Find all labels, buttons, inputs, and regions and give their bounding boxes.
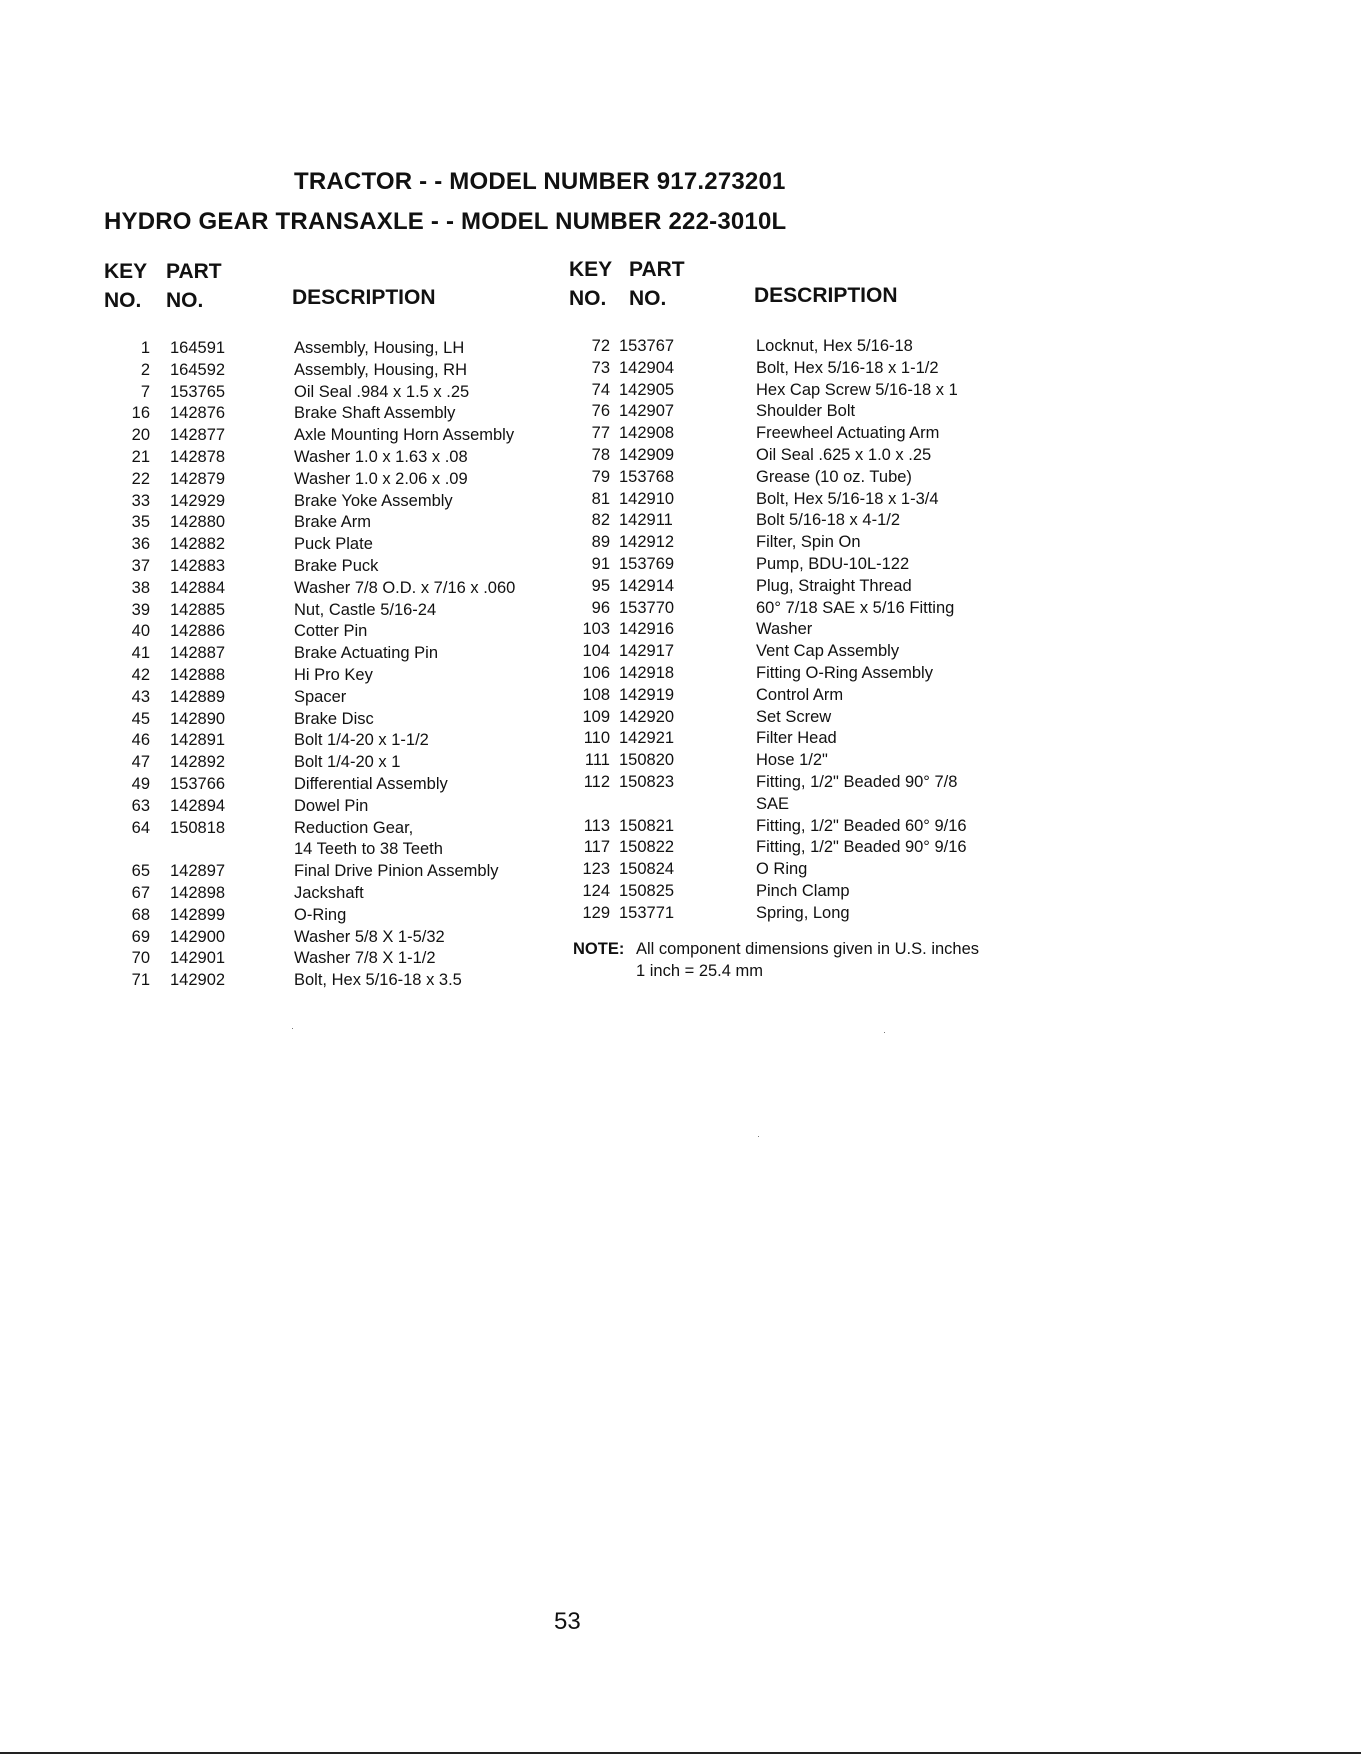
part-number: 142885 xyxy=(170,600,226,619)
part-description: Reduction Gear, 14 Teeth to 38 Teeth xyxy=(294,818,443,859)
key-number: 91 xyxy=(591,554,610,573)
key-number: 108 xyxy=(582,685,610,704)
part-number: 142905 xyxy=(619,380,675,399)
part-no-header-right: PART NO. xyxy=(629,258,685,310)
key-number: 21 xyxy=(131,447,150,466)
part-number: 142882 xyxy=(170,535,226,554)
part-description: Axle Mounting Horn Assembly xyxy=(294,426,515,445)
part-number: 153770 xyxy=(619,598,675,617)
part-number: 142901 xyxy=(170,949,226,968)
table-row xyxy=(566,881,1026,903)
part-description: Washer 5/8 X 1-5/32 xyxy=(294,927,445,946)
key-number: 109 xyxy=(582,707,610,726)
key-no-header-left: KEY NO. xyxy=(104,260,148,312)
part-description: O-Ring xyxy=(294,905,347,924)
table-row xyxy=(566,510,1026,532)
part-number: 142920 xyxy=(619,707,675,726)
key-number: 7 xyxy=(140,382,150,401)
part-description: Brake Arm xyxy=(294,513,372,532)
part-number: 153765 xyxy=(170,382,226,401)
part-number: 153768 xyxy=(619,467,675,486)
part-number: 142887 xyxy=(170,644,226,663)
part-number: 142921 xyxy=(619,729,675,748)
part-description: Washer 1.0 x 2.06 x .09 xyxy=(294,469,468,488)
part-description: Spring, Long xyxy=(756,903,850,922)
part-number: 142919 xyxy=(619,685,675,704)
part-number: 164592 xyxy=(170,360,226,379)
part-number: 142890 xyxy=(170,709,226,728)
part-description: Locknut, Hex 5/16-18 xyxy=(756,337,913,355)
key-number: 89 xyxy=(591,533,610,552)
table-row xyxy=(104,905,564,927)
part-description: Washer 7/8 O.D. x 7/16 x .060 xyxy=(294,578,516,597)
table-row xyxy=(566,445,1026,467)
part-description: Bolt 1/4-20 x 1 xyxy=(294,753,401,772)
part-number: 142899 xyxy=(170,905,226,924)
description-header-left: DESCRIPTION xyxy=(292,286,436,309)
part-description: Washer xyxy=(756,620,813,639)
key-number: 129 xyxy=(582,903,610,922)
key-number: 45 xyxy=(131,709,150,728)
key-number: 96 xyxy=(591,598,610,617)
part-description: Control Arm xyxy=(756,685,844,704)
key-number: 64 xyxy=(131,818,150,837)
table-row xyxy=(566,401,1026,423)
key-number: 117 xyxy=(583,838,610,857)
key-number: 65 xyxy=(131,862,150,881)
table-row xyxy=(104,927,564,949)
table-row xyxy=(566,423,1026,445)
table-row xyxy=(104,621,564,643)
part-description: Filter, Spin On xyxy=(756,533,861,552)
part-number: 142897 xyxy=(170,862,226,881)
part-number: 142908 xyxy=(619,424,675,443)
table-row xyxy=(566,728,1026,750)
table-row xyxy=(104,730,564,752)
table-row xyxy=(104,338,564,360)
key-number: 67 xyxy=(131,883,150,902)
part-description: 60° 7/18 SAE x 5/16 Fitting xyxy=(756,598,955,617)
part-description: Set Screw xyxy=(756,707,832,726)
part-number: 142877 xyxy=(170,426,226,445)
key-number: 72 xyxy=(591,337,610,355)
key-number: 42 xyxy=(131,665,150,684)
part-description: Brake Disc xyxy=(294,709,374,728)
part-description: Grease (10 oz. Tube) xyxy=(756,467,912,486)
table-row xyxy=(104,796,564,818)
key-number: 68 xyxy=(131,905,150,924)
part-number: 142929 xyxy=(170,491,226,510)
part-number: 142914 xyxy=(619,576,675,595)
table-row xyxy=(104,774,564,796)
table-row xyxy=(566,750,1026,772)
part-description: Oil Seal .984 x 1.5 x .25 xyxy=(294,382,470,401)
table-row xyxy=(104,818,564,862)
key-number: 38 xyxy=(131,578,150,597)
part-description: Differential Assembly xyxy=(294,774,448,793)
table-row xyxy=(104,687,564,709)
part-number: 142912 xyxy=(619,533,675,552)
key-number: 70 xyxy=(131,949,150,968)
part-description: Fitting O-Ring Assembly xyxy=(756,663,933,682)
part-number: 142886 xyxy=(170,622,226,641)
parts-table-left xyxy=(104,338,564,992)
scan-speck xyxy=(758,1136,759,1137)
part-number: 142878 xyxy=(170,447,226,466)
key-number: 124 xyxy=(582,881,610,900)
part-description: Jackshaft xyxy=(294,883,364,902)
scan-speck xyxy=(292,1028,293,1029)
part-description: Pinch Clamp xyxy=(756,881,850,900)
part-description: Hex Cap Screw 5/16-18 x 1 xyxy=(756,380,958,399)
table-row xyxy=(566,707,1026,729)
part-number: 142904 xyxy=(619,358,675,377)
key-number: 69 xyxy=(131,927,150,946)
table-row xyxy=(104,883,564,905)
table-row xyxy=(104,469,564,491)
part-number: 150825 xyxy=(619,881,675,900)
part-description: Bolt, Hex 5/16-18 x 1-1/2 xyxy=(756,358,939,377)
part-number: 164591 xyxy=(170,339,226,357)
part-description: Washer 7/8 X 1-1/2 xyxy=(294,949,436,968)
table-row xyxy=(104,970,564,992)
table-row xyxy=(566,554,1026,576)
part-number: 150824 xyxy=(619,860,675,879)
table-row xyxy=(566,598,1026,620)
table-row xyxy=(104,643,564,665)
key-number: 81 xyxy=(591,489,610,508)
table-row xyxy=(566,358,1026,380)
part-no-header-left: PART NO. xyxy=(166,260,222,312)
part-description: Vent Cap Assembly xyxy=(756,642,900,661)
part-description: Brake Yoke Assembly xyxy=(294,491,453,510)
part-description: Fitting, 1/2" Beaded 90° 7/8 SAE xyxy=(756,772,958,813)
part-description: Filter Head xyxy=(756,729,837,748)
table-row xyxy=(566,903,1026,925)
table-row xyxy=(566,772,1026,816)
part-description: Assembly, Housing, LH xyxy=(294,339,465,357)
part-number: 142916 xyxy=(619,620,675,639)
part-number: 142898 xyxy=(170,883,226,902)
key-number: 104 xyxy=(582,642,610,661)
part-description: Fitting, 1/2" Beaded 60° 9/16 xyxy=(756,816,967,835)
key-number: 36 xyxy=(131,535,150,554)
part-number: 153771 xyxy=(619,903,675,922)
part-description: Washer 1.0 x 1.63 x .08 xyxy=(294,447,468,466)
table-row xyxy=(104,447,564,469)
key-number: 71 xyxy=(131,971,150,990)
key-number: 73 xyxy=(591,358,610,377)
note-line1: All component dimensions given in U.S. inches xyxy=(636,940,980,958)
table-row xyxy=(566,336,1026,358)
key-number: 95 xyxy=(591,576,610,595)
part-number: 153766 xyxy=(170,774,226,793)
key-number: 110 xyxy=(583,729,610,748)
key-number: 78 xyxy=(591,445,610,464)
part-number: 142917 xyxy=(619,642,675,661)
table-row xyxy=(566,816,1026,838)
part-description: Bolt, Hex 5/16-18 x 3.5 xyxy=(294,971,462,990)
key-number: 112 xyxy=(583,772,610,791)
key-number: 77 xyxy=(591,424,610,443)
part-number: 150821 xyxy=(619,816,675,835)
part-description: Final Drive Pinion Assembly xyxy=(294,862,499,881)
part-description: Hose 1/2" xyxy=(756,751,828,770)
part-description: Plug, Straight Thread xyxy=(756,576,912,595)
part-number: 142879 xyxy=(170,469,226,488)
bottom-rule xyxy=(0,1752,1361,1754)
part-description: Assembly, Housing, RH xyxy=(294,360,468,379)
part-number: 142880 xyxy=(170,513,226,532)
part-description: Shoulder Bolt xyxy=(756,402,856,421)
table-row xyxy=(104,556,564,578)
key-number: 40 xyxy=(131,622,150,641)
key-number: 2 xyxy=(140,360,150,379)
parts-table-right xyxy=(566,336,1026,925)
part-description: Pump, BDU-10L-122 xyxy=(756,554,910,573)
part-description: Nut, Castle 5/16-24 xyxy=(294,600,437,619)
table-row xyxy=(566,532,1026,554)
table-row xyxy=(104,665,564,687)
table-row xyxy=(104,578,564,600)
key-number: 106 xyxy=(582,663,610,682)
description-header-right: DESCRIPTION xyxy=(754,284,898,307)
key-number: 37 xyxy=(131,556,150,575)
page-subtitle: HYDRO GEAR TRANSAXLE - - MODEL NUMBER 222-3010L xyxy=(104,208,787,235)
part-description: Bolt 1/4-20 x 1-1/2 xyxy=(294,731,429,750)
part-number: 142918 xyxy=(619,663,675,682)
part-number: 142889 xyxy=(170,687,226,706)
table-row xyxy=(566,641,1026,663)
part-description: Brake Puck xyxy=(294,556,379,575)
part-number: 142902 xyxy=(170,971,226,990)
table-row xyxy=(566,380,1026,402)
table-row xyxy=(104,382,564,404)
part-number: 142894 xyxy=(170,796,226,815)
key-number: 123 xyxy=(582,860,610,879)
part-number: 142891 xyxy=(170,731,226,750)
key-number: 63 xyxy=(131,796,150,815)
table-row xyxy=(104,403,564,425)
part-description: Hi Pro Key xyxy=(294,665,373,684)
table-row xyxy=(104,948,564,970)
key-number: 16 xyxy=(131,404,150,423)
part-description: O Ring xyxy=(756,860,808,879)
dimensions-note xyxy=(573,938,979,982)
table-row xyxy=(104,491,564,513)
part-description: Brake Shaft Assembly xyxy=(294,404,456,423)
table-row xyxy=(566,489,1026,511)
part-description: Puck Plate xyxy=(294,535,373,554)
key-number: 22 xyxy=(131,469,150,488)
part-number: 150818 xyxy=(170,818,226,837)
key-number: 111 xyxy=(584,751,610,770)
key-no-header-right: KEY NO. xyxy=(569,258,613,310)
table-row xyxy=(566,663,1026,685)
key-number: 76 xyxy=(591,402,610,421)
table-row xyxy=(104,512,564,534)
key-number: 41 xyxy=(131,644,150,663)
part-number: 142909 xyxy=(619,445,675,464)
note-label: NOTE: xyxy=(573,940,625,958)
key-number: 47 xyxy=(131,753,150,772)
table-row xyxy=(566,467,1026,489)
table-row xyxy=(566,685,1026,707)
table-row xyxy=(566,619,1026,641)
part-number: 150823 xyxy=(619,772,675,791)
part-description: Freewheel Actuating Arm xyxy=(756,424,940,443)
table-row xyxy=(566,859,1026,881)
table-row xyxy=(104,709,564,731)
table-row xyxy=(104,425,564,447)
key-number: 35 xyxy=(131,513,150,532)
key-number: 113 xyxy=(583,816,610,835)
table-row xyxy=(566,837,1026,859)
key-number: 82 xyxy=(591,511,610,530)
key-number: 33 xyxy=(131,491,150,510)
part-number: 142910 xyxy=(619,489,675,508)
page-number: 53 xyxy=(554,1608,581,1635)
key-number: 20 xyxy=(131,426,150,445)
part-description: Spacer xyxy=(294,687,347,706)
part-description: Oil Seal .625 x 1.0 x .25 xyxy=(756,445,932,464)
table-row xyxy=(104,534,564,556)
part-number: 142911 xyxy=(619,511,673,530)
table-row xyxy=(104,752,564,774)
table-row xyxy=(104,360,564,382)
table-row xyxy=(104,861,564,883)
part-number: 150822 xyxy=(619,838,675,857)
page-title: TRACTOR - - MODEL NUMBER 917.273201 xyxy=(294,168,786,195)
part-number: 142884 xyxy=(170,578,226,597)
part-number: 142883 xyxy=(170,556,226,575)
part-number: 150820 xyxy=(619,751,675,770)
key-number: 79 xyxy=(591,467,610,486)
part-number: 142907 xyxy=(619,402,675,421)
part-description: Bolt, Hex 5/16-18 x 1-3/4 xyxy=(756,489,939,508)
key-number: 74 xyxy=(591,380,610,399)
key-number: 49 xyxy=(131,774,150,793)
table-row xyxy=(104,600,564,622)
scan-speck xyxy=(884,1032,885,1033)
part-number: 142900 xyxy=(170,927,226,946)
part-description: Dowel Pin xyxy=(294,796,369,815)
part-description: Bolt 5/16-18 x 4-1/2 xyxy=(756,511,901,530)
part-description: Brake Actuating Pin xyxy=(294,644,439,663)
note-line2: 1 inch = 25.4 mm xyxy=(636,962,764,980)
key-number: 46 xyxy=(131,731,150,750)
table-row xyxy=(566,576,1026,598)
key-number: 43 xyxy=(131,687,150,706)
part-number: 142888 xyxy=(170,665,226,684)
part-number: 142876 xyxy=(170,404,226,423)
key-number: 39 xyxy=(131,600,150,619)
part-number: 142892 xyxy=(170,753,226,772)
key-number: 1 xyxy=(140,339,150,357)
part-description: Fitting, 1/2" Beaded 90° 9/16 xyxy=(756,838,967,857)
part-number: 153767 xyxy=(619,337,675,355)
part-number: 153769 xyxy=(619,554,675,573)
part-description: Cotter Pin xyxy=(294,622,368,641)
key-number: 103 xyxy=(582,620,610,639)
